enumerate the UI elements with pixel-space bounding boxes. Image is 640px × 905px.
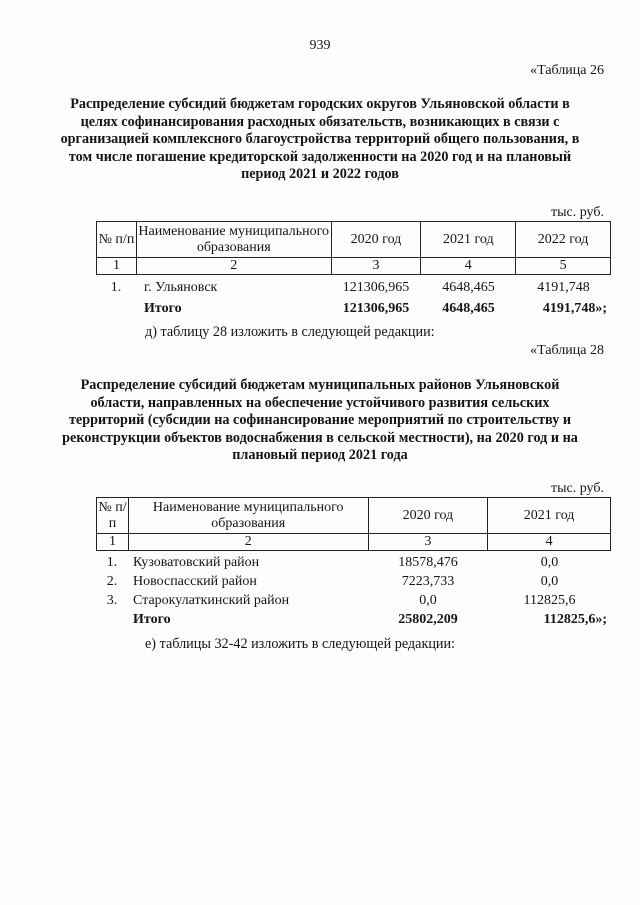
row-name: Новоспасский район (133, 573, 257, 589)
total-label: Итого (144, 300, 182, 316)
header-cell-2020: 2020 год (368, 498, 488, 534)
row-value-2020: 7223,733 (401, 573, 455, 589)
total-value-2021: 112825,6»; (543, 611, 607, 627)
table-28-title: Распределение субсидий бюджетам муниципальных районов Ульяновской области, направленных на обеспечение устойчивого развития сельских территорий (субсидии на софинансирование мероприятий по строительству и реконструкции объектов водоснабжения в сельской местности), на 2020 год и на плановый период 2021 года (62, 377, 578, 464)
row-name: г. Ульяновск (144, 279, 218, 295)
table-26-body (96, 277, 611, 319)
row-name: Старокулаткинский район (133, 592, 290, 608)
row-value-2022: 4191,748 (537, 279, 590, 295)
paragraph-e: е) таблицы 32-42 изложить в следующей редакции: (145, 636, 456, 652)
header-cell-name: Наименование муниципального образования (136, 222, 331, 258)
row-value-2020: 18578,476 (398, 554, 458, 570)
row-number: 1. (106, 554, 118, 570)
column-number-cell: 5 (516, 258, 611, 275)
total-value-2020: 25802,209 (398, 611, 458, 627)
table-26-unit: тыс. руб. (551, 205, 604, 220)
header-cell-number: № п/п (97, 222, 137, 258)
table-28-unit: тыс. руб. (551, 481, 604, 496)
table-28-header (96, 497, 611, 551)
table-28-caption: «Таблица 28 (530, 343, 604, 358)
table-26-header (96, 221, 611, 275)
table-28-body (96, 553, 611, 629)
table-row (96, 591, 611, 610)
total-number (96, 298, 136, 319)
table-26-caption: «Таблица 26 (530, 63, 604, 78)
row-number: 3. (106, 592, 118, 608)
total-value-2021: 4648,465 (442, 300, 495, 316)
row-value-2020: 121306,965 (342, 279, 410, 295)
column-number-cell: 3 (331, 258, 421, 275)
column-number-cell: 2 (128, 534, 368, 551)
paragraph-d: д) таблицу 28 изложить в следующей редакции: (145, 324, 435, 340)
header-cell-2020: 2020 год (331, 222, 421, 258)
row-value-2021: 4648,465 (442, 279, 495, 295)
total-label: Итого (133, 611, 171, 627)
row-name: Кузоватовский район (133, 554, 260, 570)
table-26-title: Распределение субсидий бюджетам городских округов Ульяновской области в целях софинансирования расходных обязательств, возникающих в связи с организацией комплексного благоустройства территорий общего пользования, в том числе погашение кредиторской задолженности на 2020 год и на плановый период 2021 и 2022 годов (60, 96, 580, 183)
column-number-cell: 3 (368, 534, 488, 551)
column-number-cell: 1 (97, 534, 129, 551)
header-cell-2021: 2021 год (421, 222, 516, 258)
total-value-2020: 121306,965 (342, 300, 410, 316)
column-number-cell: 2 (136, 258, 331, 275)
column-number-cell: 1 (97, 258, 137, 275)
page-number: 939 (309, 38, 331, 53)
header-cell-2022: 2022 год (516, 222, 611, 258)
row-value-2021: 0,0 (540, 554, 559, 570)
total-row (96, 298, 611, 319)
total-value-2022: 4191,748»; (542, 300, 607, 316)
header-cell-name: Наименование муниципального образования (128, 498, 368, 534)
column-number-cell: 4 (488, 534, 611, 551)
row-number: 2. (106, 573, 118, 589)
table-row (96, 572, 611, 591)
table-row (96, 277, 611, 298)
header-cell-2021: 2021 год (488, 498, 611, 534)
column-number-cell: 4 (421, 258, 516, 275)
header-cell-number: № п/п (97, 498, 129, 534)
row-value-2021: 0,0 (540, 573, 559, 589)
total-row (96, 610, 611, 629)
total-number (96, 610, 128, 629)
row-value-2020: 0,0 (419, 592, 437, 608)
row-number: 1. (110, 279, 122, 295)
row-value-2021: 112825,6 (523, 592, 576, 608)
table-row (96, 553, 611, 572)
